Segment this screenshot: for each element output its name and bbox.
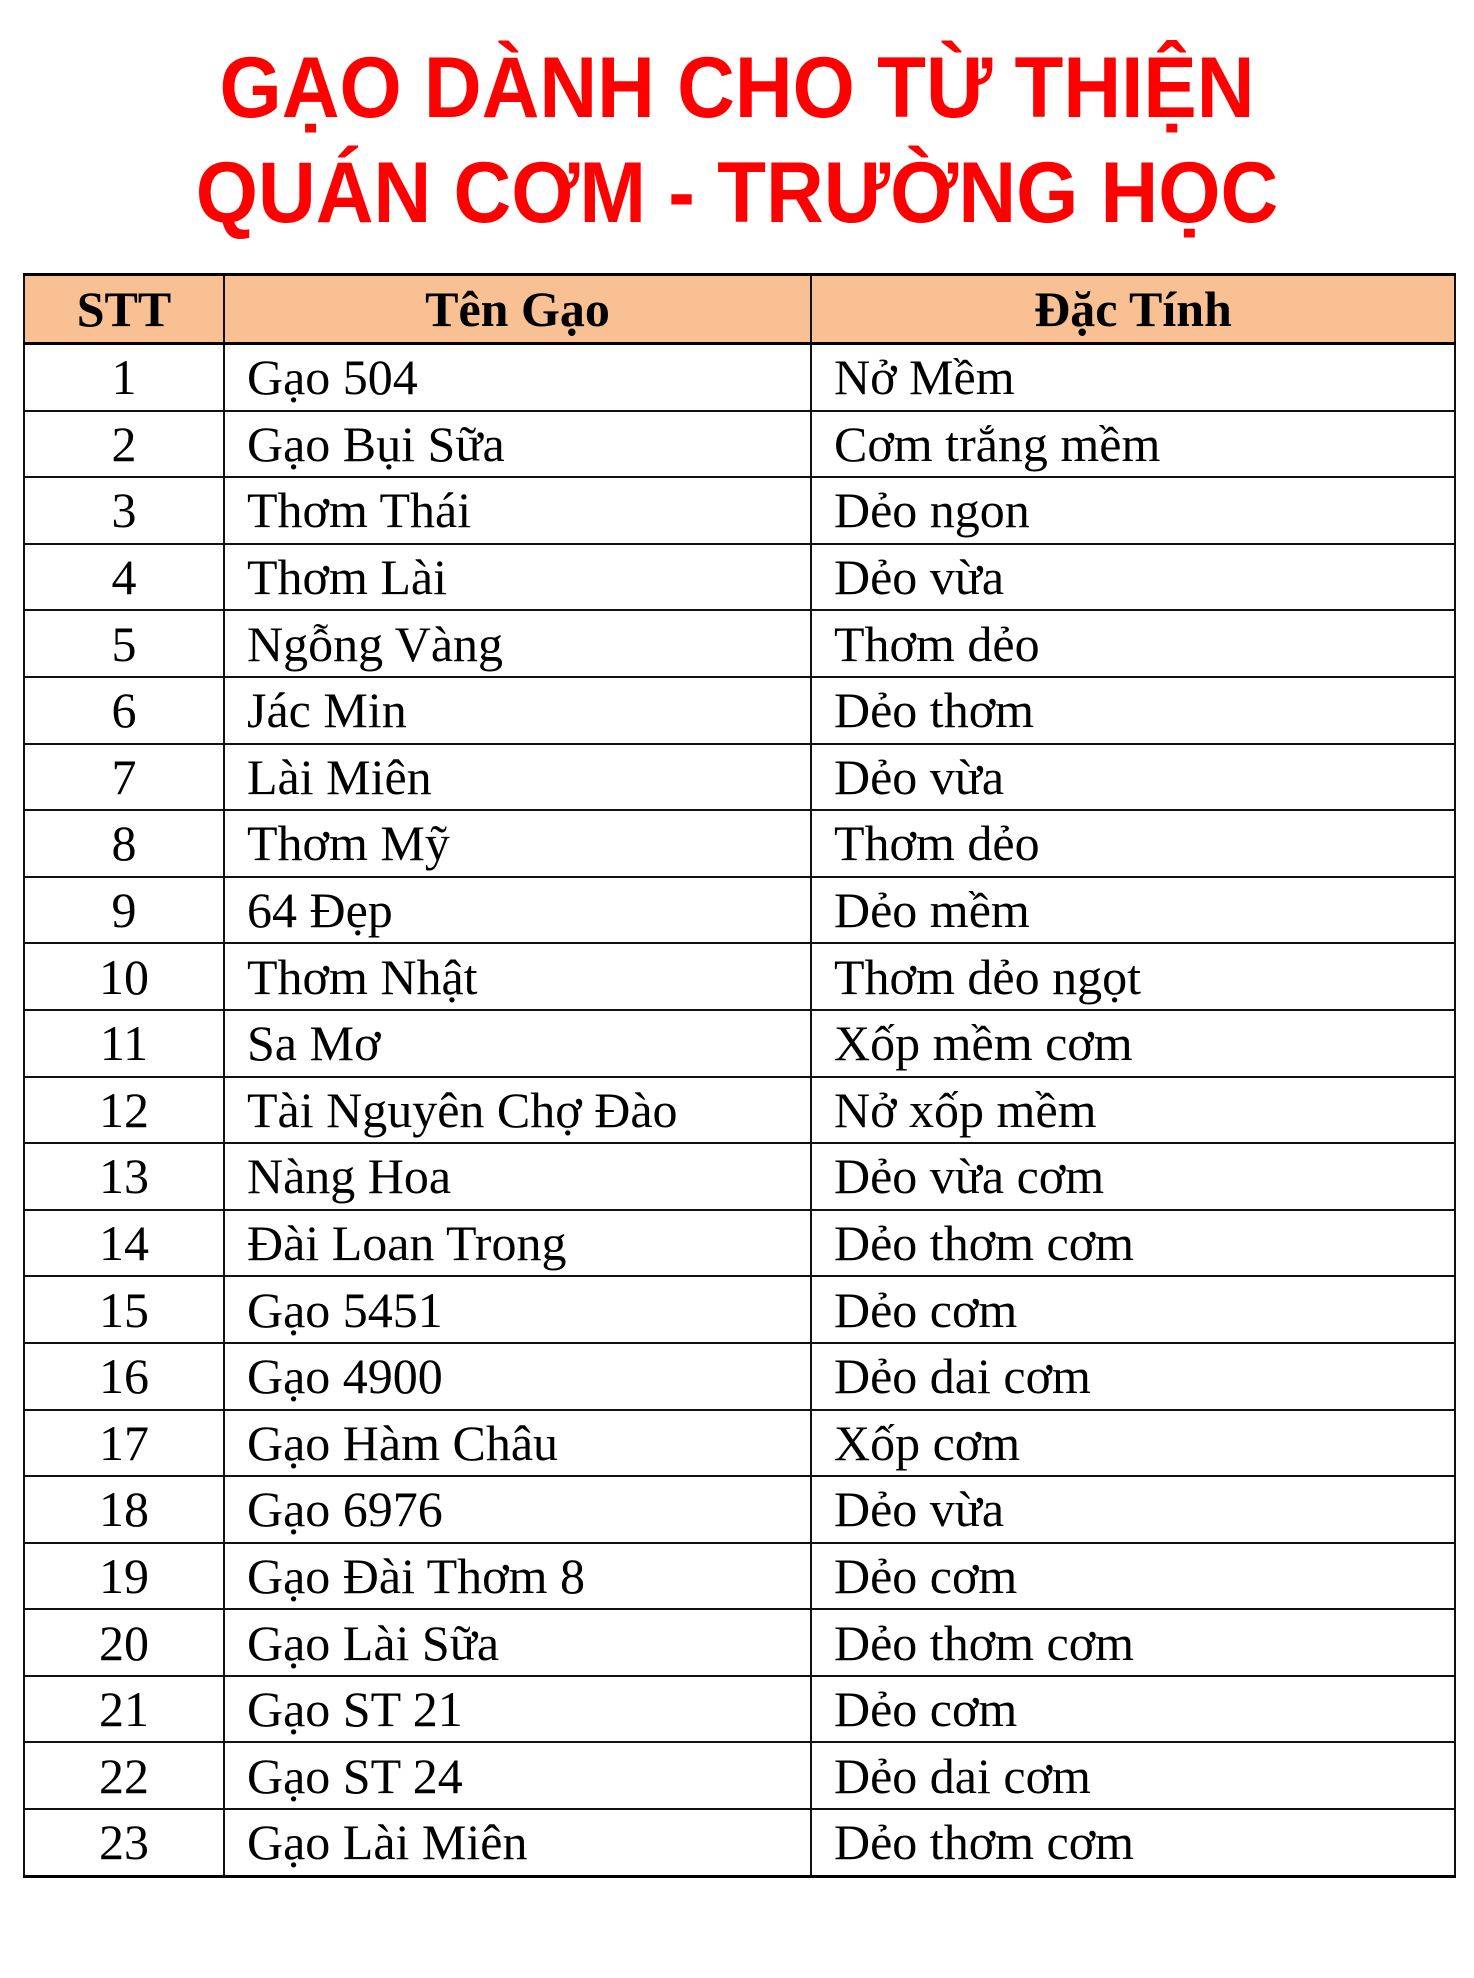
characteristic-cell: Thơm dẻo: [811, 810, 1455, 877]
table-row: [24, 1676, 1455, 1743]
table-row: [24, 877, 1455, 944]
characteristic-cell: Dẻo cơm: [811, 1676, 1455, 1743]
row-number: 2: [24, 411, 224, 478]
table-row: [24, 1077, 1455, 1144]
characteristic-cell: Dẻo cơm: [811, 1276, 1455, 1343]
table-row: [24, 1343, 1455, 1410]
table-row: [24, 411, 1455, 478]
table-row: [24, 1276, 1455, 1343]
rice-name-cell: Sa Mơ: [224, 1010, 811, 1077]
rice-name-cell: Thơm Thái: [224, 477, 811, 544]
rice-name-cell: 64 Đẹp: [224, 877, 811, 944]
row-number: 18: [24, 1476, 224, 1543]
characteristic-cell: Thơm dẻo: [811, 610, 1455, 677]
table-row: [24, 1476, 1455, 1543]
characteristic-cell: Dẻo vừa: [811, 744, 1455, 811]
row-number: 21: [24, 1676, 224, 1743]
row-number: 6: [24, 677, 224, 744]
rice-name-cell: Gạo 504: [224, 344, 811, 411]
rice-name-cell: Gạo Lài Miên: [224, 1809, 811, 1876]
characteristic-cell: Xốp cơm: [811, 1410, 1455, 1477]
rice-name-cell: Tài Nguyên Chợ Đào: [224, 1077, 811, 1144]
row-number: 23: [24, 1809, 224, 1876]
row-number: 19: [24, 1543, 224, 1610]
rice-name-cell: Gạo 4900: [224, 1343, 811, 1410]
rice-name-cell: Gạo Bụi Sữa: [224, 411, 811, 478]
rice-name-cell: Gạo Hàm Châu: [224, 1410, 811, 1477]
rice-name-cell: Jác Min: [224, 677, 811, 744]
row-number: 3: [24, 477, 224, 544]
table-row: [24, 1010, 1455, 1077]
characteristic-cell: Dẻo ngon: [811, 477, 1455, 544]
rice-name-cell: Ngỗng Vàng: [224, 610, 811, 677]
row-number: 13: [24, 1143, 224, 1210]
row-number: 5: [24, 610, 224, 677]
characteristic-cell: Dẻo dai cơm: [811, 1343, 1455, 1410]
rice-name-cell: Gạo 6976: [224, 1476, 811, 1543]
column-header-rice-name: Tên Gạo: [224, 275, 811, 344]
rice-name-cell: Nàng Hoa: [224, 1143, 811, 1210]
page-title-line-2: QUÁN CƠM - TRƯỜNG HỌC: [195, 145, 1279, 241]
rice-name-cell: Gạo 5451: [224, 1276, 811, 1343]
characteristic-cell: Dẻo thơm cơm: [811, 1609, 1455, 1676]
characteristic-cell: Dẻo vừa cơm: [811, 1143, 1455, 1210]
table-row: [24, 943, 1455, 1010]
characteristic-cell: Dẻo mềm: [811, 877, 1455, 944]
table-row: [24, 544, 1455, 611]
characteristic-cell: Dẻo dai cơm: [811, 1742, 1455, 1809]
row-number: 15: [24, 1276, 224, 1343]
row-number: 12: [24, 1077, 224, 1144]
page-title-line-1: GẠO DÀNH CHO TỪ THIỆN: [219, 40, 1255, 136]
rice-table: [23, 273, 1456, 1878]
table-row: [24, 1609, 1455, 1676]
characteristic-cell: Dẻo vừa: [811, 544, 1455, 611]
rice-name-cell: Gạo ST 24: [224, 1742, 811, 1809]
column-header-stt: STT: [24, 275, 224, 344]
characteristic-cell: Dẻo cơm: [811, 1543, 1455, 1610]
table-row: [24, 344, 1455, 411]
row-number: 14: [24, 1210, 224, 1277]
row-number: 11: [24, 1010, 224, 1077]
row-number: 20: [24, 1609, 224, 1676]
table-row: [24, 477, 1455, 544]
row-number: 10: [24, 943, 224, 1010]
rice-name-cell: Thơm Lài: [224, 544, 811, 611]
rice-name-cell: Gạo Đài Thơm 8: [224, 1543, 811, 1610]
characteristic-cell: Xốp mềm cơm: [811, 1010, 1455, 1077]
characteristic-cell: Dẻo thơm cơm: [811, 1809, 1455, 1876]
rice-name-cell: Gạo ST 21: [224, 1676, 811, 1743]
table-row: [24, 810, 1455, 877]
row-number: 16: [24, 1343, 224, 1410]
characteristic-cell: Dẻo thơm: [811, 677, 1455, 744]
table-header-row: [24, 275, 1455, 344]
column-header-characteristic: Đặc Tính: [811, 275, 1455, 344]
row-number: 9: [24, 877, 224, 944]
characteristic-cell: Dẻo vừa: [811, 1476, 1455, 1543]
table-row: [24, 677, 1455, 744]
table-row: [24, 744, 1455, 811]
characteristic-cell: Cơm trắng mềm: [811, 411, 1455, 478]
row-number: 17: [24, 1410, 224, 1477]
table-row: [24, 1543, 1455, 1610]
characteristic-cell: Nở xốp mềm: [811, 1077, 1455, 1144]
rice-name-cell: Thơm Mỹ: [224, 810, 811, 877]
characteristic-cell: Nở Mềm: [811, 344, 1455, 411]
rice-name-cell: Đài Loan Trong: [224, 1210, 811, 1277]
row-number: 7: [24, 744, 224, 811]
row-number: 1: [24, 344, 224, 411]
row-number: 22: [24, 1742, 224, 1809]
rice-name-cell: Lài Miên: [224, 744, 811, 811]
rice-name-cell: Gạo Lài Sữa: [224, 1609, 811, 1676]
rice-name-cell: Thơm Nhật: [224, 943, 811, 1010]
characteristic-cell: Thơm dẻo ngọt: [811, 943, 1455, 1010]
table-row: [24, 1742, 1455, 1809]
table-row: [24, 1809, 1455, 1876]
table-row: [24, 1143, 1455, 1210]
table-row: [24, 1210, 1455, 1277]
characteristic-cell: Dẻo thơm cơm: [811, 1210, 1455, 1277]
table-row: [24, 610, 1455, 677]
row-number: 4: [24, 544, 224, 611]
row-number: 8: [24, 810, 224, 877]
table-row: [24, 1410, 1455, 1477]
